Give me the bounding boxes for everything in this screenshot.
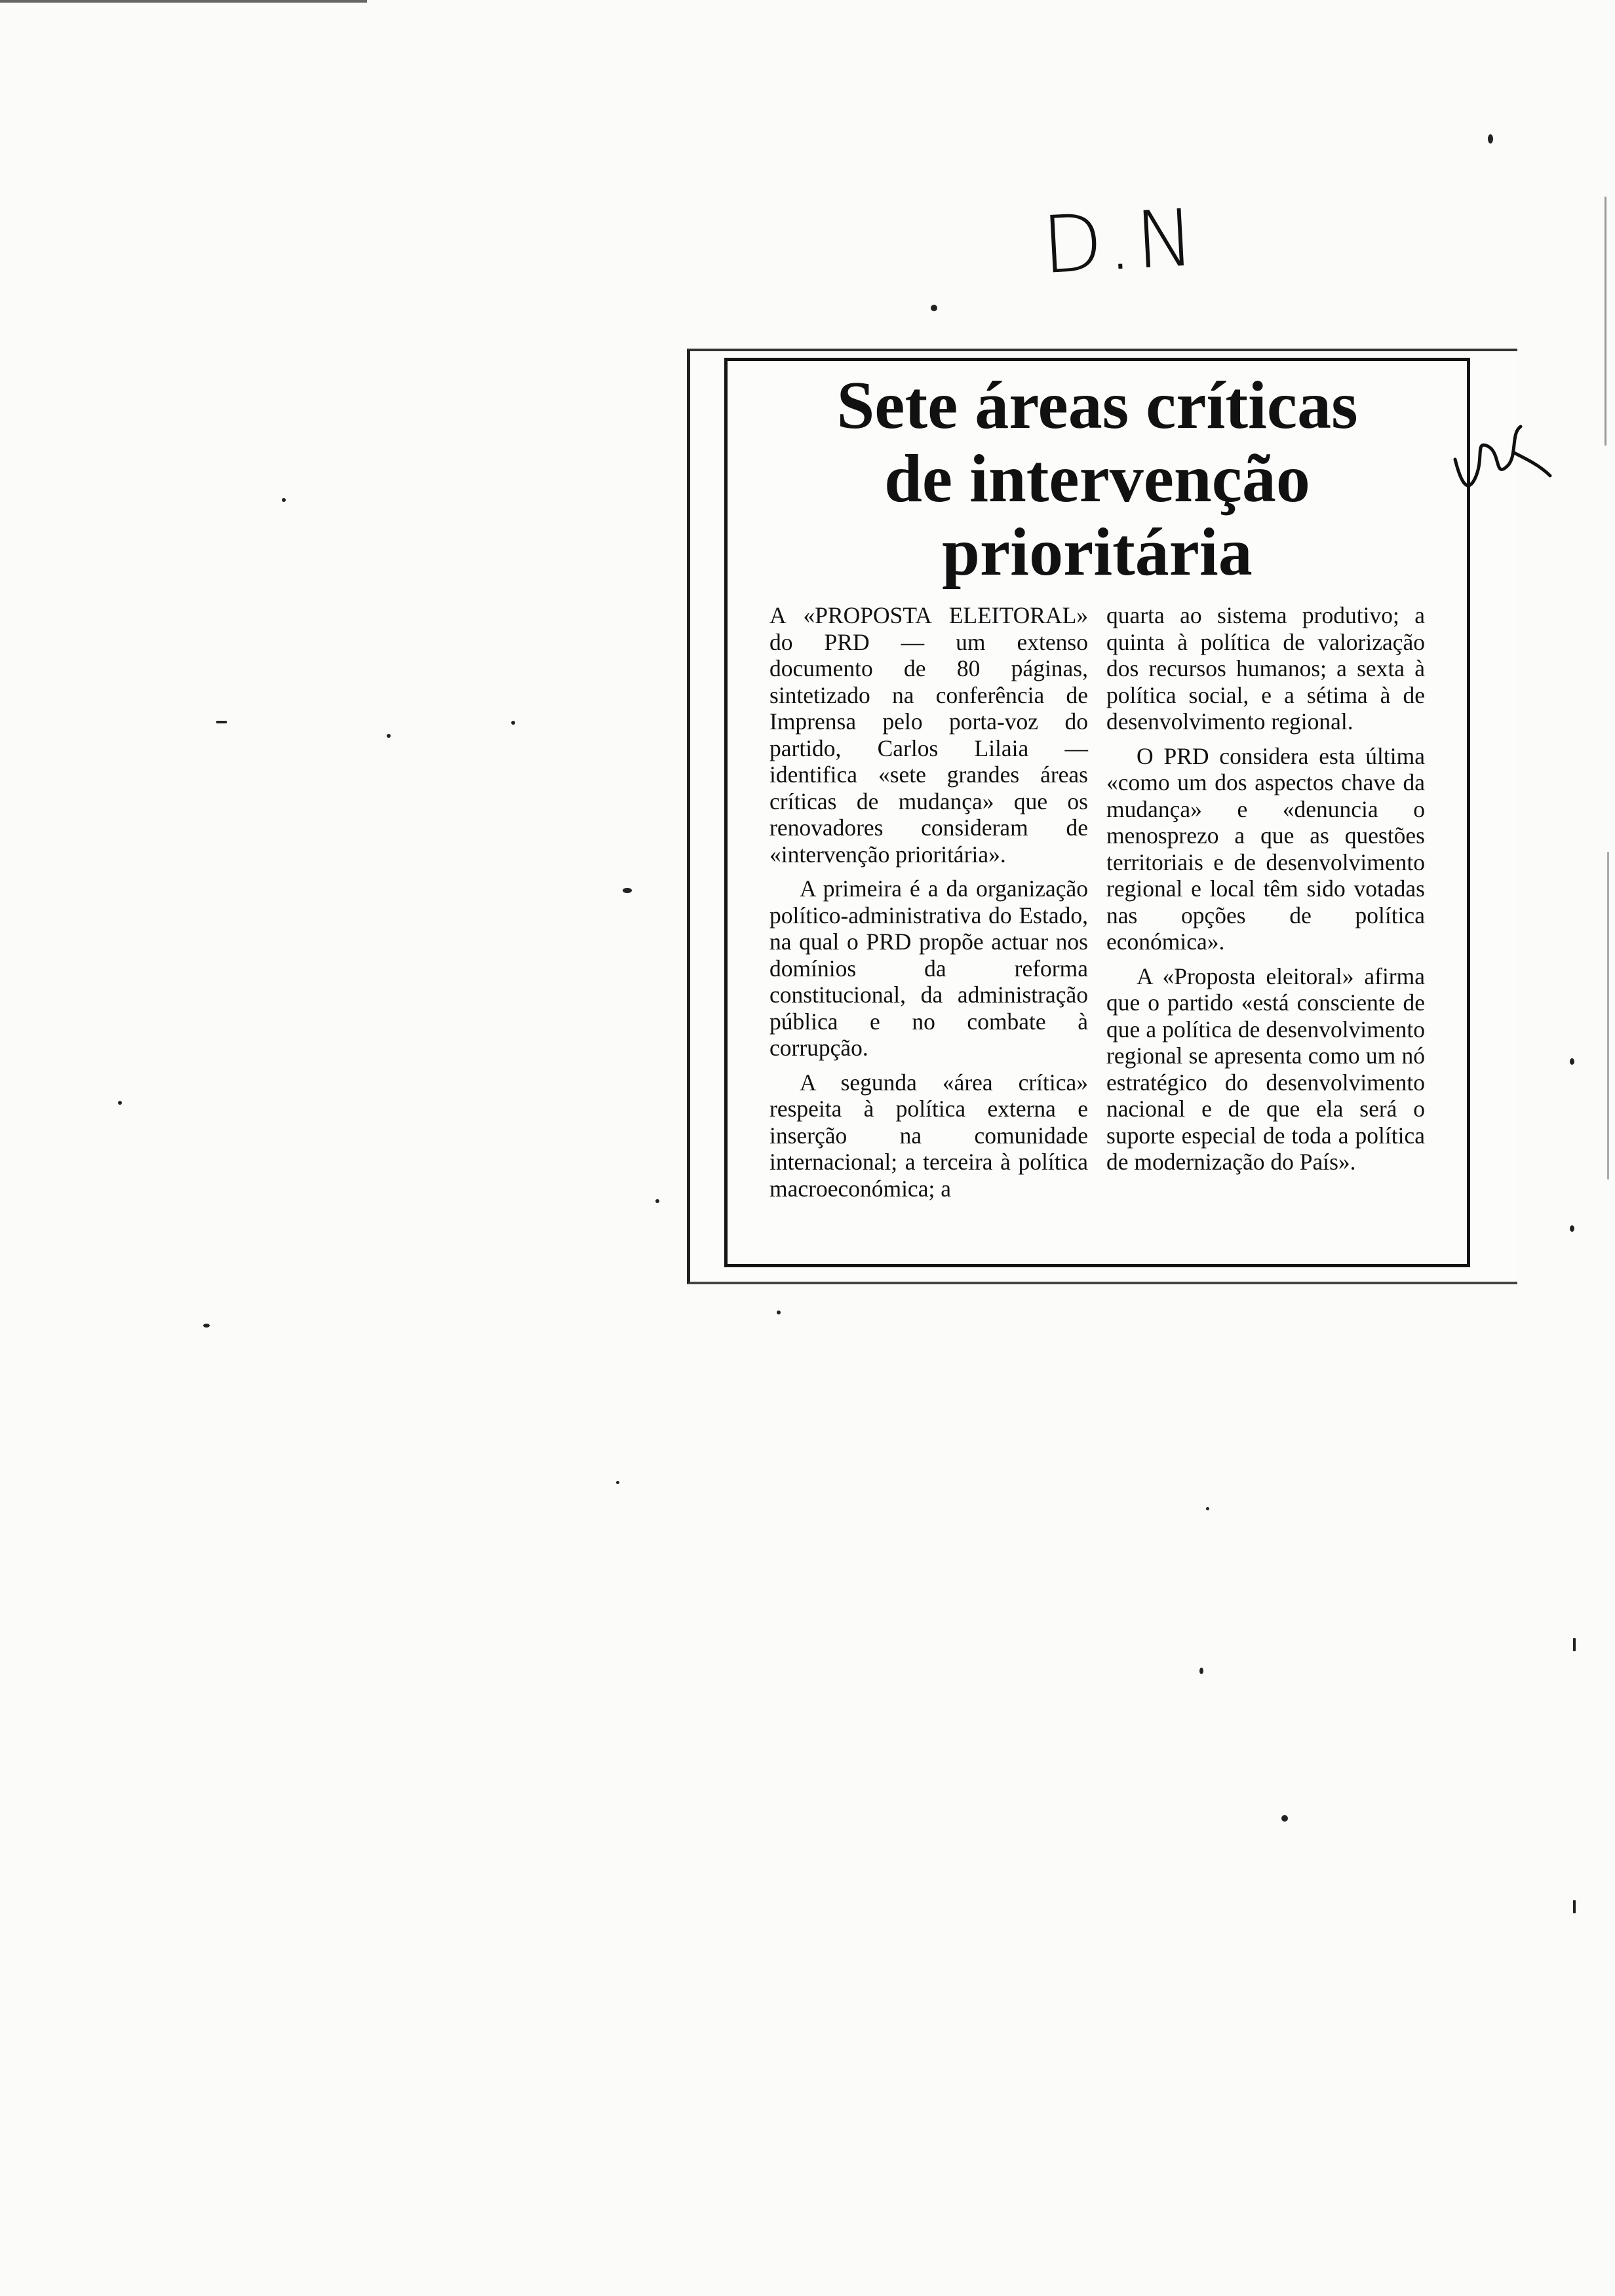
headline-line-3: prioritária [942,514,1253,590]
article-column-right [1106,602,1425,1210]
headline-line-1: Sete áreas críticas [836,368,1358,443]
paragraph: quarta ao sistema produtivo; a quinta à política de valorização dos recursos humanos; a sexta à política social, e a sétima à de desenvolvimento regional. [1106,602,1425,735]
paragraph: A segunda «área crítica» respeita à política externa e inserção na comunidade internacional; a terceira à política macroeconómica; a [769,1069,1088,1202]
newspaper-clipping [687,349,1517,1284]
article-frame [724,358,1470,1267]
paragraph: A primeira é a da organização político-administrativa do Estado, na qual o PRD propõe actuar nos domínios da reforma constitucional, da administração pública e no combate à corrupção. [769,875,1088,1061]
scan-edge-line [0,0,367,3]
paragraph: O PRD considera esta última «como um dos aspectos chave da mudança» e «denuncia o menosprezo a que as questões territoriais e de desenvolvimento regional e local têm sido votadas nas opções de política económica». [1106,742,1425,955]
paragraph: A «Proposta eleitoral» afirma que o partido «está consciente de que a política de desenvolvimento regional se apresenta como um nó estratégico do desenvolvimento nacional e de que ela será o suporte especial de toda a política de modernização do País». [1106,963,1425,1175]
handwritten-mark-icon [1449,413,1553,505]
article-column-left [769,602,1088,1210]
article-body [769,602,1425,1210]
article-headline [728,369,1467,589]
paragraph: A «PROPOSTA ELEITORAL» do PRD — um extenso documento de 80 páginas, sintetizado na conferência de Imprensa pelo porta-voz do partido, Carlos Lilaia — identifica «sete grandes áreas críticas de mudança» que os renovadores consideram de «intervenção prioritária». [769,602,1088,868]
headline-line-2: de intervenção [884,441,1310,516]
handwritten-note: D.N [1040,192,1201,292]
